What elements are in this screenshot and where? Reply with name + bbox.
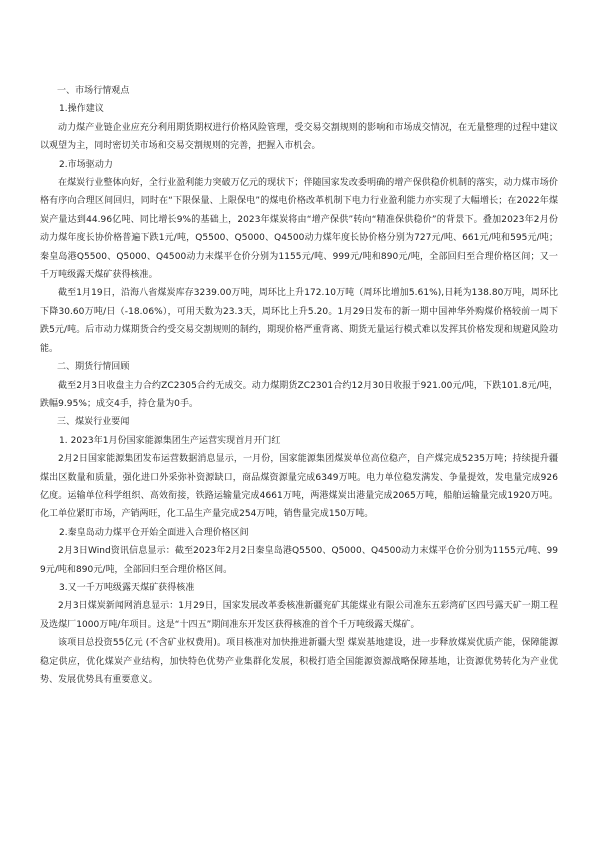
paragraph-news-1: 2月2日国家能源集团发布运营数据消息显示，一月份，国家能源集团煤炭单位高位稳产，自产煤完成5235万吨；持续提升疆煤出区数量和质量，强化进口外采弥补资源缺口，商品煤资源量完成6349万吨。电力单位稳发满发、争量提效，发电量完成926亿度。运输单位科学组织、高效衔接，铁路运输量完成4661万吨，两港煤炭出港量完成2065万吨，船舶运输量完成1920万吨。化工单位紧盯市场，产销两旺，化工品生产量完成254万吨，销售量完成150万吨。	[40, 454, 558, 520]
paragraph-news-2: 2月3日Wind资讯信息显示：截至2023年2月2日秦皇岛港Q5500、Q5000、Q4500动力末煤平仓价分别为1155元/吨、999元/吨和890元/吨，全部回归至合理价格区间。	[40, 546, 558, 575]
section-heading-industry-news: 三、煤炭行业要闻	[57, 417, 130, 428]
paragraph-market-drivers: 在煤炭行业整体向好，全行业盈利能力突破万亿元的现状下；伴随国家发改委明确的增产保供稳价机制的落实，动力煤市场价格有序向合理区间回归，同时在“下限保量、上限保电”的煤电价格改革机制下电力行业盈利能力亦实现了大幅增长；在2022年煤炭产量达到44.96亿吨、同比增长9%的基础上，2023年煤炭将由“增产保供”转向“精准保供稳价”的背景下。叠加2023年2月份动力煤年度长协价格普遍下跌1元/吨，Q5500、Q5000、Q4500动力煤年度长协价格分别为727元/吨、661元/吨和595元/吨；秦皇岛港Q5500、Q5000、Q4500动力末煤平仓价分别为1155元/吨、999元/吨和890元/吨，全部回归至合理价格区间；又一千万吨级露天煤矿获得核准。	[40, 178, 558, 281]
paragraph-news-3-investment: 该项目总投资55亿元 (不含矿业权费用)。项目核准对加快推进新疆大型 煤炭基地建设，进一步释放煤炭优质产能，保障能源稳定供应，优化煤炭产业结构，加快特色优势产业集群化发展，积极打造全国能源资源战略保障基地，让资源优势转化为产业优势、发展优势具有重要意义。	[40, 638, 558, 685]
subheading-news-1: 1. 2023年1月份国家能源集团生产运营实现首月开门红	[59, 435, 281, 446]
paragraph-news-3: 2月3日煤炭新闻网消息显示：1月29日，国家发展改革委核准新疆兖矿其能煤业有限公司准东五彩湾矿区四号露天矿一期工程及选煤厂1000万吨/年项目。这是“十四五”期间准东开发区获得核准的首个千万吨级露天煤矿。	[40, 601, 558, 630]
paragraph-futures-review: 截至2月3日收盘主力合约ZC2305合约无成交。动力煤期货ZC2301合约12月30日收报于921.00元/吨，下跌101.8元/吨，跌幅9.95%；成交4手，持仓量为0手。	[40, 380, 558, 409]
section-heading-market-view: 一、市场行情观点	[57, 86, 130, 96]
subheading-news-3: 3.又一千万吨级露天煤矿获得核准	[59, 582, 195, 593]
subheading-operation-advice: 1.操作建议	[59, 104, 104, 115]
subheading-market-drivers: 2.市场驱动力	[59, 159, 113, 170]
subheading-news-2: 2.秦皇岛动力煤平仓开始全面进入合理价格区间	[59, 527, 249, 538]
section-heading-futures-review: 二、期货行情回顾	[57, 362, 130, 373]
paragraph-coastal-inventory: 截至1月19日，沿海八省煤炭库存3239.00万吨，周环比上升172.10万吨（周环比增加5.61%),日耗为138.80万吨，周环比下降30.60万吨/日（-18.06%），可用天数为23.3天，周环比上升5.20。1月29日发布的新一期中国神华外购煤价格较前一周下跌5元/吨。后市动力煤期货合约受交易交割规则的制约，期现价格严重背离、期货无量运行模式难以发挥其价格发现和规避风险功能。	[40, 288, 558, 354]
paragraph-operation-advice: 动力煤产业链企业应充分利用期货期权进行价格风险管理，受交易交割规则的影响和市场成交情况，在无量整理的过程中建议以观望为主，同时密切关市场和交易交割规则的完善，把握入市机会。	[40, 122, 558, 152]
document-body	[40, 82, 558, 689]
